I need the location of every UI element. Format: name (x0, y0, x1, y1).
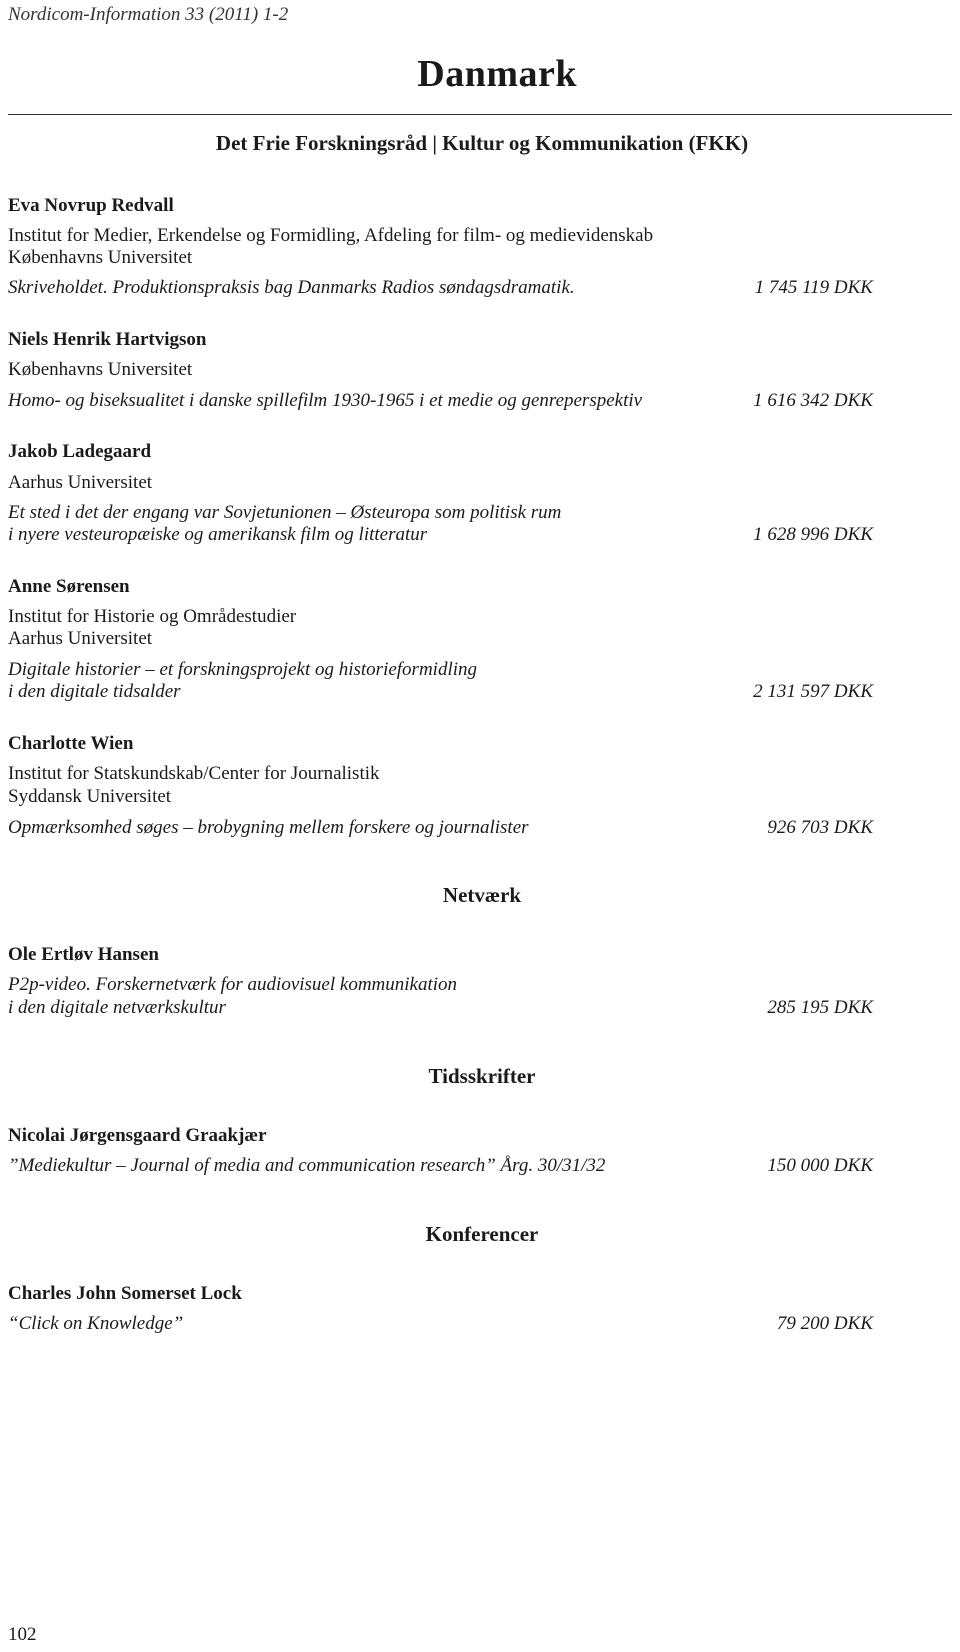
grant-recipient-name: Jakob Ladegaard (8, 441, 152, 462)
grant-amount: 1 628 996 DKK (753, 524, 873, 545)
grant-project-title: i den digitale netværkskultur (8, 997, 226, 1018)
grant-recipient-name: Charles John Somerset Lock (8, 1283, 242, 1304)
running-header: Nordicom-Information 33 (2011) 1-2 (8, 4, 289, 25)
grant-recipient-name: Niels Henrik Hartvigson (8, 329, 207, 350)
grant-project-title: Digitale historier – et forskningsprojekt og historieformidling (8, 659, 478, 680)
grant-project-title: Skriveholdet. Produktionspraksis bag Danmarks Radios søndagsdramatik. (8, 277, 575, 298)
section-title-konferencer: Konferencer (425, 1222, 539, 1246)
grant-project-title: P2p-video. Forskernetværk for audiovisuel kommunikation (8, 974, 458, 995)
section-title-fkk: Det Frie Forskningsråd | Kultur og Kommunikation (FKK) (215, 131, 749, 155)
grant-project-title: i den digitale tidsalder (8, 681, 181, 702)
grant-affiliation: Københavns Universitet (8, 247, 193, 268)
grant-affiliation: Aarhus Universitet (8, 472, 153, 493)
grant-recipient-name: Ole Ertløv Hansen (8, 944, 159, 965)
grant-project-title: ”Mediekultur – Journal of media and communication research” Årg. 30/31/32 (8, 1155, 606, 1176)
grant-amount: 150 000 DKK (767, 1155, 873, 1176)
grant-project-title: Et sted i det der engang var Sovjetunionen – Østeuropa som politisk rum (8, 502, 562, 523)
grant-project-title: Opmærksomhed søges – brobygning mellem forskere og journalister (8, 817, 529, 838)
grant-affiliation: Institut for Historie og Områdestudier (8, 606, 297, 627)
grant-affiliation: Institut for Statskundskab/Center for Journalistik (8, 763, 380, 784)
grant-amount: 1 745 119 DKK (754, 277, 873, 298)
section-title-tidsskrifter: Tidsskrifter (428, 1064, 536, 1088)
grant-affiliation: Aarhus Universitet (8, 628, 153, 649)
grant-project-title: i nyere vesteuropæiske og amerikansk film og litteratur (8, 524, 428, 545)
grant-amount: 285 195 DKK (767, 997, 873, 1018)
page-title: Danmark (417, 53, 577, 95)
grant-recipient-name: Eva Novrup Redvall (8, 195, 174, 216)
page-number: 102 (8, 1624, 37, 1645)
section-title-netvaerk: Netværk (442, 883, 522, 907)
grant-amount: 2 131 597 DKK (753, 681, 873, 702)
grant-affiliation: Københavns Universitet (8, 359, 193, 380)
grant-amount: 926 703 DKK (767, 817, 873, 838)
grant-project-title: “Click on Knowledge” (8, 1313, 184, 1334)
grant-affiliation: Syddansk Universitet (8, 786, 172, 807)
grant-affiliation: Institut for Medier, Erkendelse og Formidling, Afdeling for film- og medievidenskab (8, 225, 654, 246)
title-rule (8, 114, 952, 115)
grant-amount: 1 616 342 DKK (753, 390, 873, 411)
grant-amount: 79 200 DKK (776, 1313, 873, 1334)
grant-recipient-name: Nicolai Jørgensgaard Graakjær (8, 1125, 267, 1146)
grant-recipient-name: Charlotte Wien (8, 733, 134, 754)
grant-recipient-name: Anne Sørensen (8, 576, 130, 597)
grant-project-title: Homo- og biseksualitet i danske spillefilm 1930-1965 i et medie og genreperspektiv (8, 390, 643, 411)
